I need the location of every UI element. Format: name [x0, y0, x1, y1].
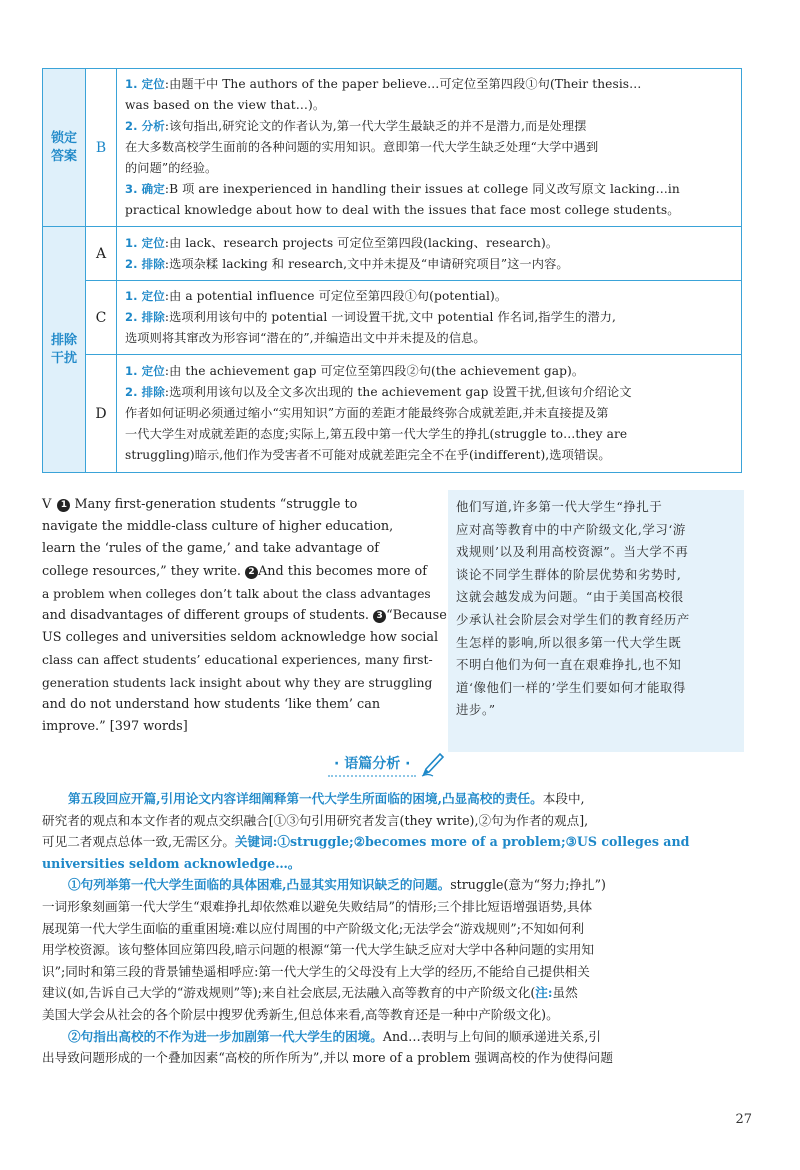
- page-number: 27: [735, 1112, 752, 1127]
- discourse-analysis: 第五段回应开篇,引用论文内容详细阐释第一代大学生所面临的困境,凸显高校的责任。本段中, 研究者的观点和本文作者的观点交织融合[①③句引用研究者发言(they write),②句为作者的观点], 可见二者观点总体一致,无需区分。关键词:①struggle;②becomes more of a problem;③US colleges and universities seldom acknowledge…。 ①句列举第一代大学生面临的具体困难,凸显其实用知识缺乏的问题。struggle(意为“努力;挣扎”) 一词形象刻画第一代大学生“艰难挣扎却依然难以避免失败结局”的情形;三个排比短语增强语势,具体 展现第一代大学生面临的重重困境:难以应付周围的中产阶级文化;无法学会“游戏规则”;不知如何利 用学校资源。该句整体回应第四段,暗示问题的根源“第一代大学生缺乏应对大学中各种问题的实用知 识”;同时和第三段的背景铺垫遥相呼应:第一代大学生的父母没有上大学的经历,不能给自己提供相关 建议(如,告诉自己大学的“游戏规则”等);来自社会底层,无法融入高等教育的中产阶级文化(注:虽然 美国大学会从社会的各个阶层中搜罗优秀新生,但总体来看,高等教育还是一种中产阶级文化)。 ②句指出高校的不作为进一步加剧第一代大学生的困境。And…表明与上句间的顺承递进关系,引 出导致问题形成的一个叠加因素“高校的所作所为”,并以 more of a problem 强调高校的作为使得问题: [42, 791, 690, 1066]
- translation-box: 他们写道,许多第一代大学生“挣扎于 应对高等教育中的中产阶级文化,学习‘游 戏规则’以及利用高校资源”。当大学不再 谈论不同学生群体的阶层优势和劣势时, 这就会越发成为问题。“由于美国高校很 少承认社会阶层会对学生们的教育经历产 生怎样的影响,所以很多第一代大学生既 不明白他们为何一直在艰难挣扎,也不知 道‘像他们一样的’学生们要如何才能取得 进步。”: [448, 490, 744, 752]
- sentence-number-2: 2: [245, 566, 258, 579]
- paragraph-mark: V: [42, 497, 52, 512]
- locked-answer-content: 1. 定位:由题干中 The authors of the paper believe…可定位至第四段①句(Their thesis… was based on the view that…)。 2. 分析:该句指出,研究论文的作者认为,第一代大学生最缺乏的并不是潜力,而是处理摆 在大多数高校学生面前的各种问题的实用知识。意即第一代大学生缺乏处理“大学中遇到 的问题”的经验。 3. 确定:B 项 are inexperienced in handling their issues at college 同义改写原文 lacking…in practical knowledge about how to deal with the issues that face most college students。: [117, 69, 742, 227]
- option-letter-c: C: [86, 281, 117, 355]
- distractor-row-a: [43, 227, 742, 281]
- locked-answer-label: 锁定 答案: [43, 69, 86, 227]
- distractor-c-content: 1. 定位:由 a potential influence 可定位至第四段①句(potential)。 2. 排除:选项利用该句中的 potential 一词设置干扰,文中 potential 作名词,指学生的潜力, 选项则将其窜改为形容词“潜在的”,并编造出文中并未提及的信息。: [117, 281, 742, 355]
- distractor-row-c: [43, 281, 742, 355]
- option-letter-d: D: [86, 355, 117, 473]
- option-letter-b: B: [86, 69, 117, 227]
- option-letter-a: A: [86, 227, 117, 281]
- section-title: · 语篇分析 ·: [328, 753, 416, 777]
- distractor-a-content: 1. 定位:由 lack、research projects 可定位至第四段(lacking、research)。 2. 排除:选项杂糅 lacking 和 research,文中并未提及“申请研究项目”这一内容。: [117, 227, 742, 281]
- distractor-d-content: 1. 定位:由 the achievement gap 可定位至第四段②句(the achievement gap)。 2. 排除:选项利用该句以及全文多次出现的 the achievement gap 设置干扰,但该句介绍论文 作者如何证明必须通过缩小“实用知识”方面的差距才能最终弥合成就差距,并未直接提及第 一代大学生对成就差距的态度;实际上,第五段中第一代大学生的挣扎(struggle to…they are struggling)暗示,他们作为受害者不可能对成就差距完全不在乎(indifferent),选项错误。: [117, 355, 742, 473]
- section-heading: [328, 752, 446, 778]
- english-passage: V 1 Many first-generation students “struggle to navigate the middle-class culture of higher education, learn the ‘rules of the game,’ and take advantage of college resources,” they write. 2 And this becomes more of a problem when colleges don’t talk about the class advantages and disadvantages of different groups of students. 3 “Because US colleges and universities seldom acknowledge how social class can affect students’ educational experiences, many first- generation students lack insight about why they are struggling and do not understand how students ‘like them’ can improve.” [397 words]: [42, 497, 447, 735]
- answer-analysis-table: [42, 68, 742, 473]
- distractor-label: 排除 干扰: [43, 227, 86, 473]
- keywords: 关键词:①struggle;②becomes more of a problem;③US colleges and: [234, 834, 690, 850]
- sentence-number-1: 1: [57, 499, 70, 512]
- distractor-row-d: [43, 355, 742, 473]
- pen-icon: [420, 752, 446, 778]
- locked-answer-row: [43, 69, 742, 227]
- sentence-number-3: 3: [373, 610, 386, 623]
